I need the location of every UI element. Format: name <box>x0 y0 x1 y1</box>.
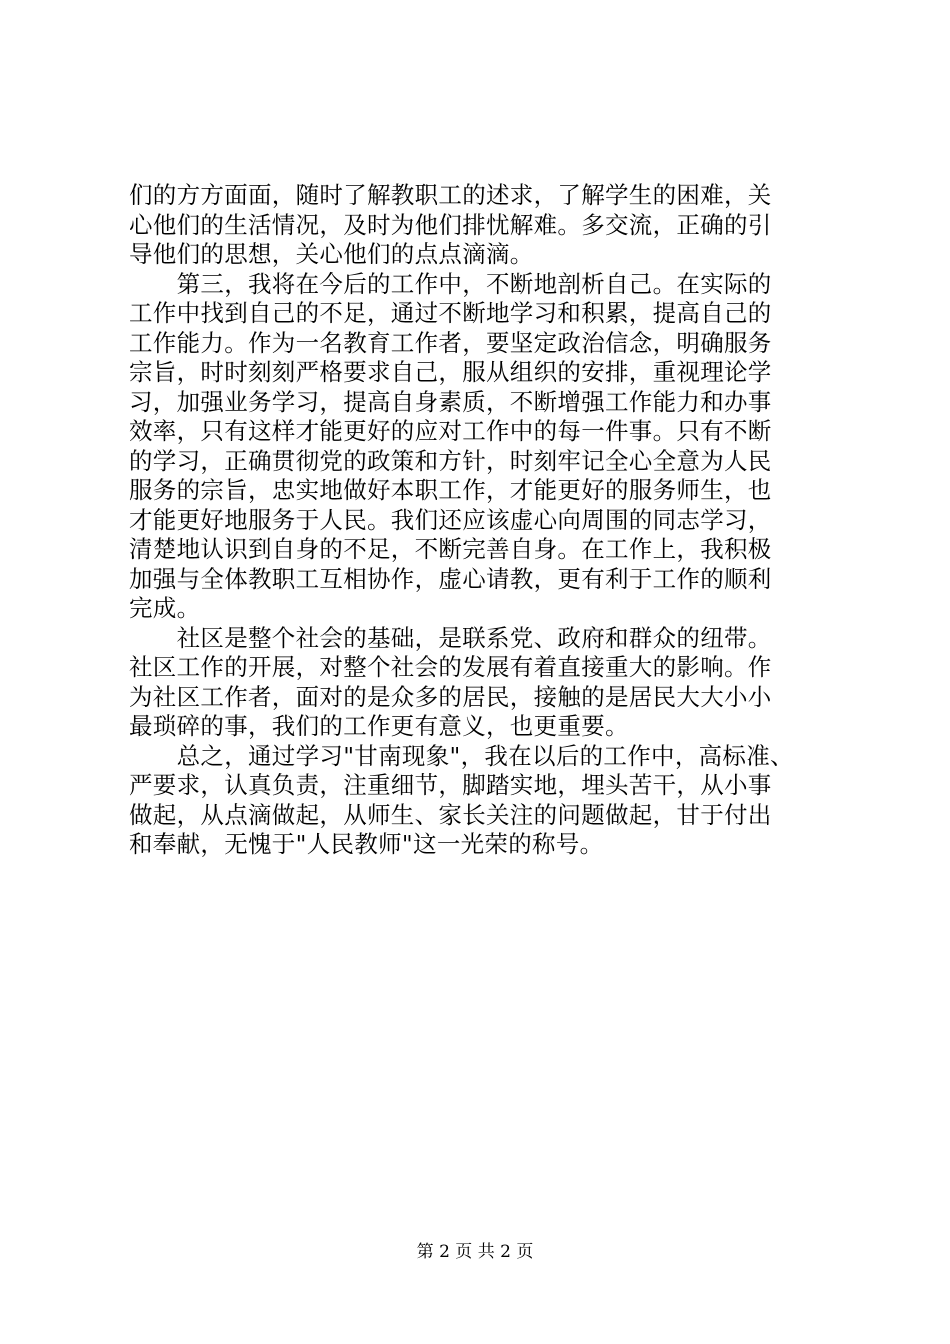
text-line: 社区工作的开展，对整个社会的发展有着直接重大的影响。作 <box>129 653 772 681</box>
text-line: 做起，从点滴做起，从师生、家长关注的问题做起，甘于付出 <box>129 800 772 829</box>
page-number: 第 2 页 共 2 页 <box>416 1242 534 1262</box>
text-line: 效率，只有这样才能更好的应对工作中的每一件事。只有不断 <box>129 417 772 445</box>
text-line: 和奉献，无愧于"人民教师"这一光荣的称号。 <box>129 830 604 858</box>
body-text <box>129 181 834 860</box>
text-line: 加强与全体教职工互相协作，虚心请教，更有利于工作的顺利 <box>129 564 772 593</box>
text-line: 工作能力。作为一名教育工作者，要坚定政治信念，明确服务 <box>129 328 772 357</box>
text-line: 最琐碎的事，我们的工作更有意义，也更重要。 <box>129 712 629 740</box>
text-line: 习，加强业务学习，提高自身素质，不断增强工作能力和办事 <box>129 387 772 416</box>
text-line: 才能更好地服务于人民。我们还应该虚心向周围的同志学习， <box>129 505 772 534</box>
text-line: 清楚地认识到自身的不足，不断完善自身。在工作上，我积极 <box>129 535 772 563</box>
text-line: 严要求，认真负责，注重细节，脚踏实地，埋头苦干，从小事 <box>129 771 772 799</box>
text-line: 们的方方面面，随时了解教职工的述求，了解学生的困难，关 <box>129 181 772 209</box>
text-line: 总之，通过学习"甘南现象"，我在以后的工作中，高标准、 <box>129 741 794 770</box>
text-line: 工作中找到自己的不足，通过不断地学习和积累，提高自己的 <box>129 299 772 327</box>
text-line: 心他们的生活情况，及时为他们排忧解难。多交流，正确的引 <box>129 210 772 239</box>
text-line: 第三，我将在今后的工作中，不断地剖析自己。在实际的 <box>129 269 772 298</box>
text-line: 宗旨，时时刻刻严格要求自己，服从组织的安排，重视理论学 <box>129 358 772 386</box>
text-line: 服务的宗旨，忠实地做好本职工作，才能更好的服务师生，也 <box>129 476 772 504</box>
text-line: 完成。 <box>129 594 201 622</box>
text-line: 社区是整个社会的基础，是联系党、政府和群众的纽带。 <box>129 623 772 652</box>
text-line: 的学习，正确贯彻党的政策和方针，时刻牢记全心全意为人民 <box>129 446 772 475</box>
text-line: 导他们的思想，关心他们的点点滴滴。 <box>129 240 534 268</box>
text-line: 为社区工作者，面对的是众多的居民，接触的是居民大大小小 <box>129 682 772 711</box>
